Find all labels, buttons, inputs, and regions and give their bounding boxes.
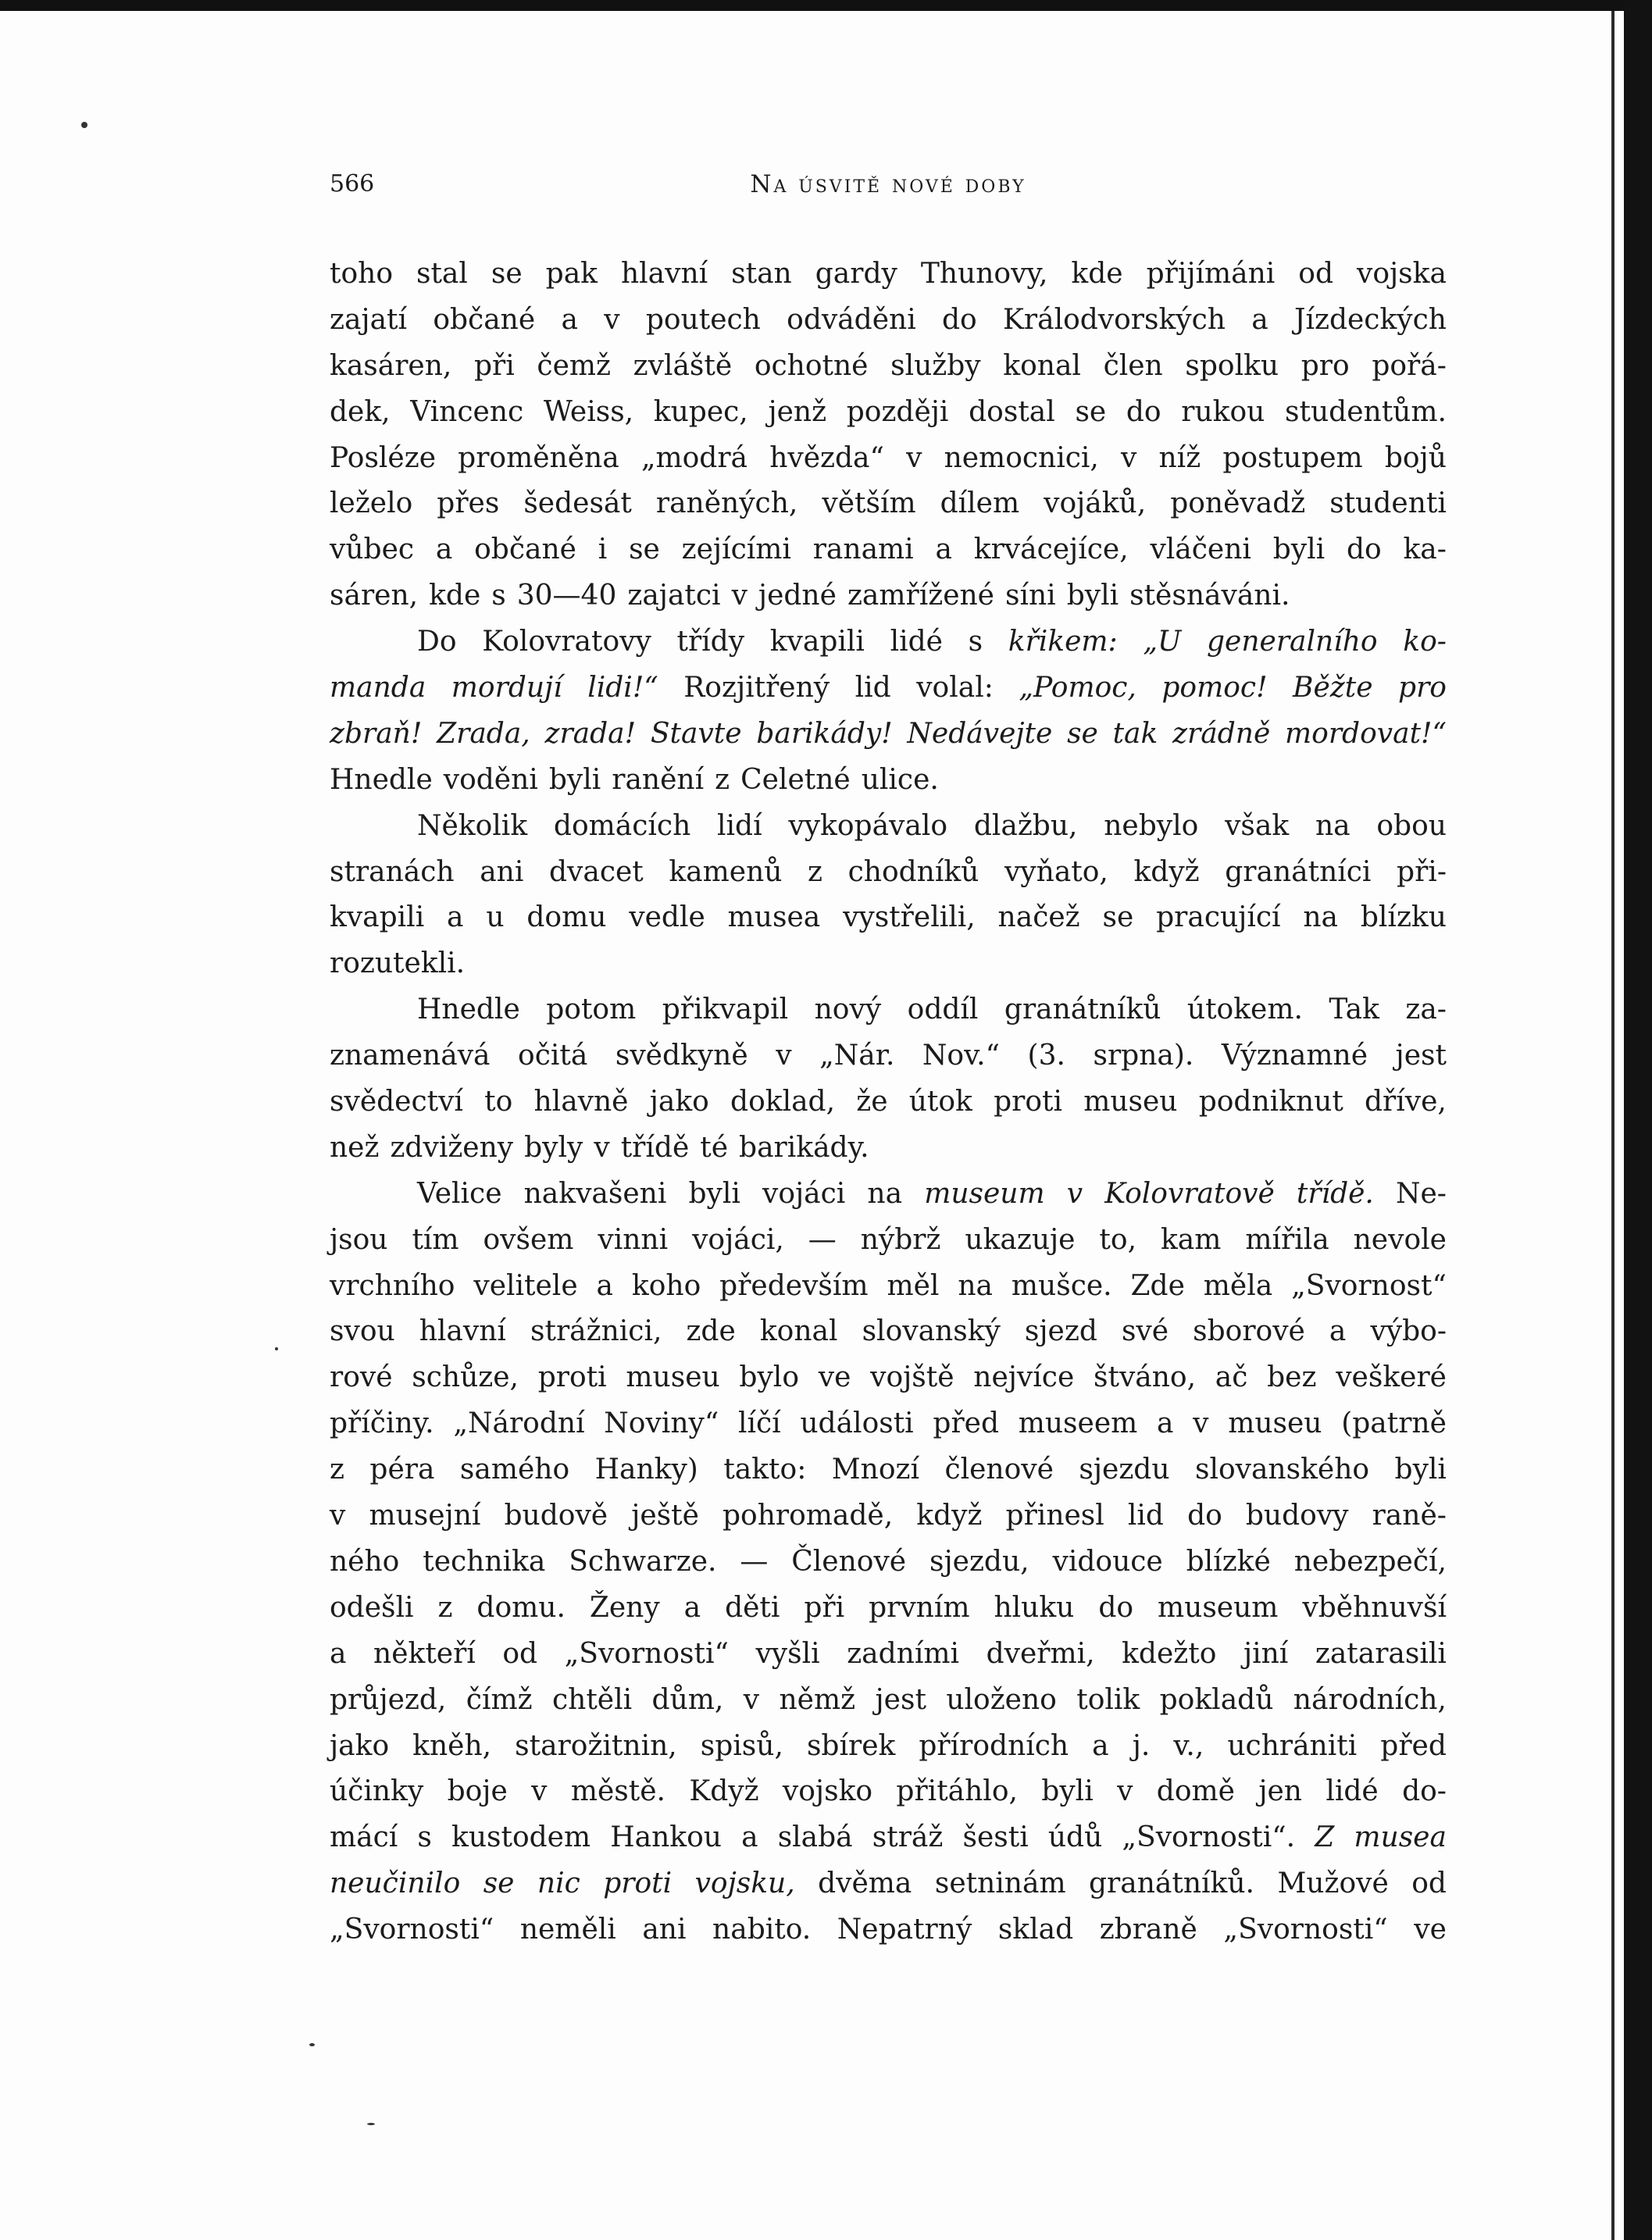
text-line: rové schůze, proti museu bylo ve vojště nejvíce štváno, ač bez veškeré — [330, 1361, 1447, 1394]
text-line: zajatí občané a v poutech odváděni do Králodvorských a Jízdeckých — [330, 303, 1447, 336]
text-line: příčiny. „Národní Noviny“ líčí události před museem a v museu (patrně — [330, 1407, 1447, 1440]
text-line: Několik domácích lidí vykopávalo dlažbu, nebylo však na obou — [417, 809, 1447, 842]
scan-right-border — [1624, 0, 1652, 2240]
text-line: dek, Vincenc Weiss, kupec, jenž později dostal se do rukou studentům. — [330, 395, 1447, 428]
text-line: kvapili a u domu vedle musea vystřelili, načež se pracující na blízku — [330, 901, 1447, 934]
text-line: Posléze proměněna „modrá hvězda“ v nemocnici, v níž postupem bojů — [330, 441, 1447, 474]
text-line: zbraň! Zrada, zrada! Stavte barikády! Nedávejte se tak zrádně mordovat!“ — [330, 717, 1447, 750]
text-line: Velice nakvašeni byli vojáci na museum v Kolovratově třídě. Ne- — [417, 1177, 1447, 1210]
text-line: a někteří od „Svornosti“ vyšli zadními dveřmi, kdežto jiní zatarasili — [330, 1637, 1447, 1670]
text-line: odešli z domu. Ženy a děti při prvním hluku do museum vběhnuvší — [330, 1591, 1447, 1624]
text-line: manda mordují lidi!“ Rozjitřený lid volal: „Pomoc, pomoc! Běžte pro — [330, 672, 1447, 704]
text-line: toho stal se pak hlavní stan gardy Thunovy, kde přijímáni od vojska — [330, 258, 1447, 290]
text-line: znamenává očitá svědkyně v „Nár. Nov.“ (3. srpna). Významné jest — [330, 1040, 1447, 1072]
scan-speck — [81, 122, 87, 128]
text-line: Hnedle potom přikvapil nový oddíl granátníků útokem. Tak za- — [417, 993, 1447, 1026]
text-line: Hnedle voděni byli ranění z Celetné ulice. — [330, 763, 939, 796]
text-line: „Svornosti“ neměli ani nabito. Nepatrný sklad zbraně „Svornosti“ ve — [330, 1914, 1447, 1946]
text-line: stranách ani dvacet kamenů z chodníků vyňato, když granátníci při- — [330, 855, 1447, 888]
text-line: z péra samého Hanky) takto: Mnozí členové sjezdu slovanského byli — [330, 1454, 1447, 1486]
text-line: svědectví to hlavně jako doklad, že útok proti museu podniknut dříve, — [330, 1086, 1447, 1118]
text-line: svou hlavní strážnici, zde konal slovanský sjezd své sborové a výbo- — [330, 1315, 1447, 1348]
text-line: Do Kolovratovy třídy kvapili lidé s křikem: „U generalního ko- — [417, 626, 1447, 658]
text-line: vůbec a občané i se zejícími ranami a krvácejíce, vláčeni byli do ka- — [330, 533, 1447, 566]
running-title: Na úsvitě nové doby — [750, 170, 1026, 198]
text-line: účinky boje v městě. Když vojsko přitáhlo, byli v domě jen lidé do- — [330, 1775, 1447, 1808]
text-line: v musejní budově ještě pohromadě, když přinesl lid do budovy raně- — [330, 1500, 1447, 1532]
text-line: než zdviženy byly v třídě té barikády. — [330, 1131, 869, 1164]
text-line: rozutekli. — [330, 947, 466, 980]
page-header — [330, 170, 1447, 202]
text-line: jsou tím ovšem vinni vojáci, — nýbrž ukazuje to, kam mířila nevole — [330, 1223, 1447, 1256]
text-line: kasáren, při čemž zvláště ochotné služby konal člen spolku pro pořá- — [330, 349, 1447, 382]
text-line: neučinilo se nic proti vojsku, dvěma setninám granátníků. Mužové od — [330, 1867, 1447, 1900]
page-number: 566 — [330, 170, 375, 198]
scan-speck — [309, 2043, 315, 2046]
text-line: vrchního velitele a koho především měl na mušce. Zde měla „Svornost“ — [330, 1269, 1447, 1302]
text-line: průjezd, čímž chtěli dům, v němž jest uloženo tolik pokladů národních, — [330, 1683, 1447, 1716]
text-line: mácí s kustodem Hankou a slabá stráž šesti údů „Svornosti“. Z musea — [330, 1821, 1447, 1854]
scan-right-line — [1611, 11, 1615, 2240]
text-line: ného technika Schwarze. — Členové sjezdu, vidouce blízké nebezpečí, — [330, 1545, 1447, 1578]
text-line: sáren, kde s 30—40 zajatci v jedné zamřížené síni byli stěsnáváni. — [330, 580, 1290, 612]
scan-top-border — [0, 0, 1652, 11]
text-line: jako kněh, starožitnin, spisů, sbírek přírodních a j. v., uchrániti před — [330, 1729, 1447, 1762]
scan-speck — [367, 2123, 375, 2125]
body-text — [330, 258, 1447, 1960]
scan-speck — [275, 1347, 278, 1350]
text-line: leželo přes šedesát raněných, větším dílem vojáků, poněvadž studenti — [330, 487, 1447, 520]
